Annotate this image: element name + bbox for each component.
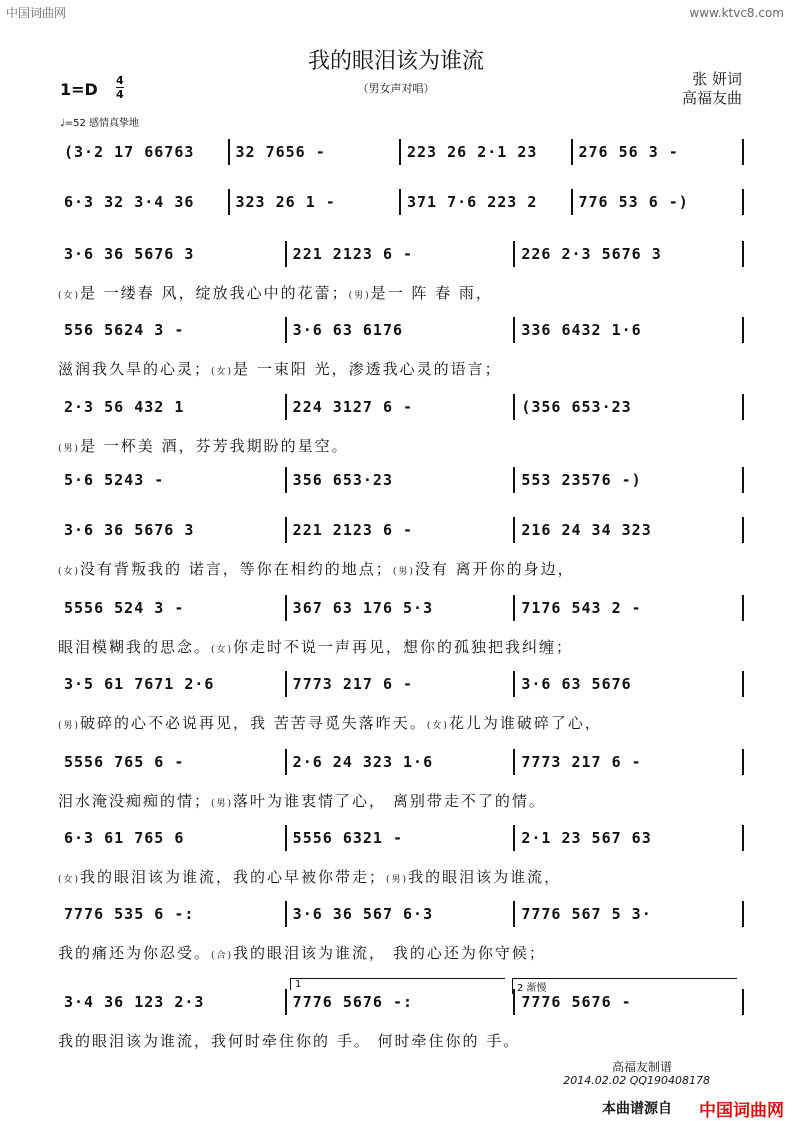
measure: 223 26 2·1 23 — [401, 139, 573, 165]
notation-row — [58, 395, 744, 419]
lyric-text: 我的眼泪该为谁流，我何时牵住你的 手。 何时牵住你的 手。 — [58, 1032, 521, 1050]
footer-maker: 高福友制谱 — [611, 1060, 672, 1074]
lyric-line — [58, 712, 602, 733]
notation-row — [58, 518, 744, 542]
volta-1: 1 — [290, 978, 505, 990]
measure: 32 7656 - — [230, 139, 402, 165]
lyric-line — [58, 435, 349, 456]
time-top: 4 — [116, 74, 124, 87]
measure: 5556 524 3 - — [58, 595, 287, 621]
measure: 5·6 5243 - — [58, 467, 287, 493]
measure: 6·3 61 765 6 — [58, 825, 287, 851]
measure: 7776 5676 -: — [287, 989, 516, 1015]
notation-row — [58, 826, 744, 850]
lyric-text: 破碎的心不必说再见，我 苦苦寻觅失落昨天。 — [80, 714, 427, 732]
measure: 3·6 63 6176 — [287, 317, 516, 343]
composer: 高福友曲 — [681, 89, 742, 107]
measure: 7773 217 6 - — [287, 671, 516, 697]
singer-tag: (男) — [392, 567, 415, 577]
lyric-text: 没有 离开你的身边， — [414, 560, 575, 578]
measure: 356 653·23 — [287, 467, 516, 493]
notation-row — [58, 596, 744, 620]
measure: 2·3 56 432 1 — [58, 394, 287, 420]
lyric-line — [58, 358, 502, 379]
tempo-marking: ♩=52 感情真挚地 — [60, 118, 139, 129]
footer-site: 中国词曲网 — [699, 1101, 784, 1121]
song-subtitle: （男女声对唱） — [357, 82, 435, 95]
lyricist: 张 妍词 — [692, 70, 742, 88]
singer-tag: (女) — [211, 367, 234, 377]
measure: 7776 5676 - — [515, 989, 744, 1015]
singer-tag: (男) — [211, 799, 234, 809]
singer-tag: (女) — [58, 291, 81, 301]
measure: 3·6 63 5676 — [515, 671, 744, 697]
measure: 371 7·6 223 2 — [401, 189, 573, 215]
measure: 7773 217 6 - — [515, 749, 744, 775]
lyric-line — [58, 790, 546, 811]
measure: 3·4 36 123 2·3 — [58, 989, 287, 1015]
notation-row — [58, 468, 744, 492]
measure: 226 2·3 5676 3 — [515, 241, 744, 267]
lyric-text: 你走时不说一声再见，想你的孤独把我纠缠； — [233, 638, 574, 656]
measure: 5556 6321 - — [287, 825, 516, 851]
time-bottom: 4 — [116, 88, 124, 101]
watermark-right: www.ktvc8.com — [689, 6, 784, 20]
notation-row — [58, 672, 744, 696]
singer-tag: (男) — [386, 875, 409, 885]
lyric-text: 是 一缕春 风，绽放我心中的花蕾； — [80, 284, 349, 302]
measure: 553 23576 -) — [515, 467, 744, 493]
lyric-line — [58, 558, 575, 579]
measure: 216 24 34 323 — [515, 517, 744, 543]
notation-row — [58, 902, 744, 926]
measure: 336 6432 1·6 — [515, 317, 744, 343]
lyric-text: 是一 阵 春 雨， — [370, 284, 493, 302]
singer-tag: (女) — [58, 875, 81, 885]
measure: 3·5 61 7671 2·6 — [58, 671, 287, 697]
measure: 367 63 176 5·3 — [287, 595, 516, 621]
watermark-left: 中国词曲网 — [6, 6, 67, 20]
measure: 276 56 3 - — [573, 139, 745, 165]
measure: 323 26 1 - — [230, 189, 402, 215]
measure: 5556 765 6 - — [58, 749, 287, 775]
lyric-line — [58, 942, 546, 963]
lyric-line — [58, 866, 561, 887]
lyric-text: 没有背叛我的 诺言，等你在相约的地点； — [80, 560, 393, 578]
lyric-text: 我的痛还为你忍受。 — [58, 944, 212, 962]
singer-tag: (男) — [348, 291, 371, 301]
measure: 221 2123 6 - — [287, 517, 516, 543]
lyric-text: 泪水淹没痴痴的情； — [58, 792, 212, 810]
footer-date-qq: 2014.02.02 QQ190408178 — [563, 1074, 710, 1087]
notation-row — [58, 318, 744, 342]
singer-tag: (女) — [211, 645, 234, 655]
notation-row — [58, 750, 744, 774]
measure: (356 653·23 — [515, 394, 744, 420]
measure: 776 53 6 -) — [573, 189, 745, 215]
lyric-line — [58, 282, 493, 303]
lyric-text: 眼泪模糊我的思念。 — [58, 638, 212, 656]
singer-tag: (合) — [211, 951, 234, 961]
lyric-line — [58, 1030, 520, 1051]
measure: 3·6 36 5676 3 — [58, 517, 287, 543]
lyric-text: 落叶为谁衷情了心， 离别带走不了的情。 — [233, 792, 546, 810]
lyric-text: 我的眼泪该为谁流， 我的心还为你守候； — [233, 944, 546, 962]
measure: 224 3127 6 - — [287, 394, 516, 420]
credits — [682, 70, 742, 108]
measure: 221 2123 6 - — [287, 241, 516, 267]
measure: 2·6 24 323 1·6 — [287, 749, 516, 775]
time-signature — [116, 74, 124, 101]
lyric-text: 我的眼泪该为谁流，我的心早被你带走； — [80, 868, 387, 886]
lyric-line — [58, 636, 573, 657]
measure: (3·2 17 66763 — [58, 139, 230, 165]
lyric-text: 是 一杯美 酒，芬芳我期盼的星空。 — [80, 437, 349, 455]
notation-row — [58, 140, 744, 164]
lyric-text: 是 一束阳 光，渗透我心灵的语言； — [233, 360, 502, 378]
measure: 3·6 36 5676 3 — [58, 241, 287, 267]
notation-row — [58, 190, 744, 214]
measure: 7176 543 2 - — [515, 595, 744, 621]
key-signature: 1=D — [60, 80, 98, 99]
song-title: 我的眼泪该为谁流 — [307, 49, 484, 74]
lyric-text: 花儿为谁破碎了心， — [448, 714, 602, 732]
notation-row — [58, 242, 744, 266]
lyric-text: 我的眼泪该为谁流， — [408, 868, 562, 886]
measure: 2·1 23 567 63 — [515, 825, 744, 851]
singer-tag: (女) — [58, 567, 81, 577]
measure: 3·6 36 567 6·3 — [287, 901, 516, 927]
lyric-text: 滋润我久旱的心灵； — [58, 360, 212, 378]
measure: 556 5624 3 - — [58, 317, 287, 343]
measure: 7776 567 5 3· — [515, 901, 744, 927]
volta-2: 2 渐慢 — [512, 978, 737, 994]
measure: 6·3 32 3·4 36 — [58, 189, 230, 215]
measure: 7776 535 6 -: — [58, 901, 287, 927]
footer-source: 本曲谱源自 — [602, 1101, 672, 1117]
singer-tag: (男) — [58, 721, 81, 731]
singer-tag: (女) — [426, 721, 449, 731]
singer-tag: (男) — [58, 444, 81, 454]
